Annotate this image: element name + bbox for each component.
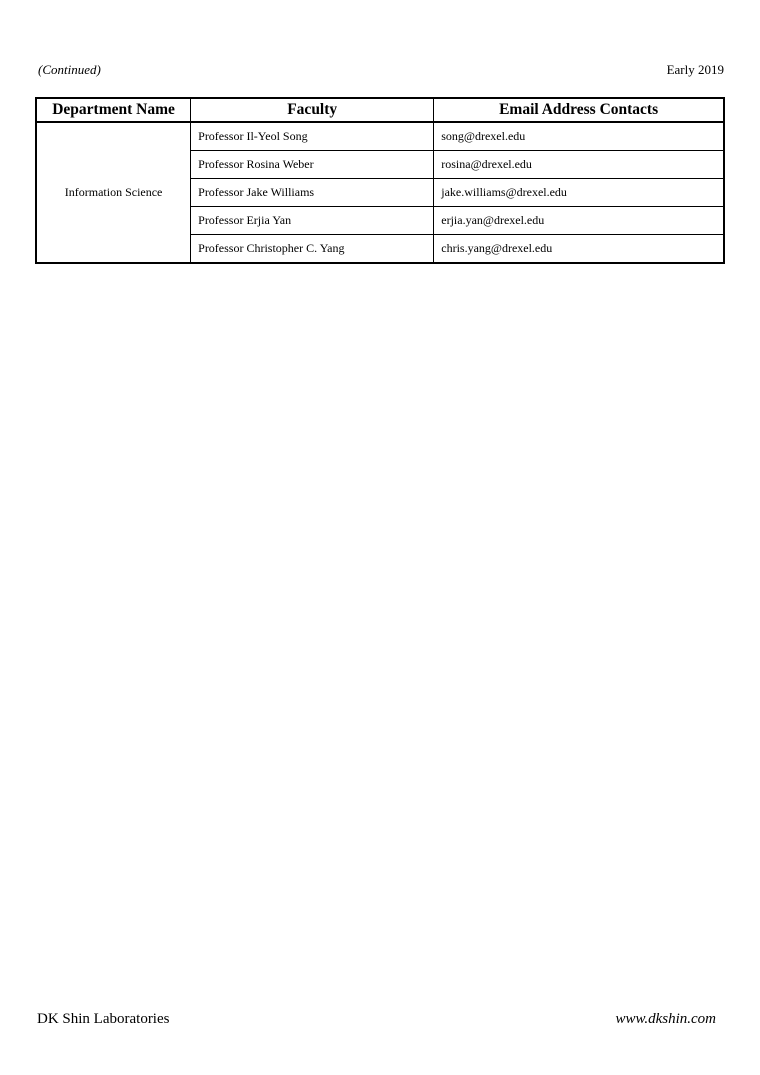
email-cell[interactable]: jake.williams@drexel.edu — [434, 179, 724, 207]
footer-publisher: DK Shin Laboratories — [37, 1011, 170, 1027]
continued-label: (Continued) — [38, 62, 101, 77]
column-header-department: Department Name — [36, 98, 191, 122]
email-cell[interactable]: erjia.yan@drexel.edu — [434, 207, 724, 235]
department-cell: Information Science — [36, 122, 191, 263]
date-label: Early 2019 — [666, 62, 724, 77]
email-cell[interactable]: rosina@drexel.edu — [434, 151, 724, 179]
table-header-row — [36, 98, 724, 122]
footer-website-link[interactable]: www.dkshin.com — [615, 1011, 716, 1027]
faculty-cell: Professor Erjia Yan — [191, 207, 434, 235]
faculty-table — [35, 97, 725, 264]
table-row — [36, 122, 724, 151]
faculty-cell: Professor Rosina Weber — [191, 151, 434, 179]
email-cell[interactable]: song@drexel.edu — [434, 122, 724, 151]
faculty-cell: Professor Il-Yeol Song — [191, 122, 434, 151]
email-cell[interactable]: chris.yang@drexel.edu — [434, 235, 724, 264]
faculty-cell: Professor Jake Williams — [191, 179, 434, 207]
faculty-cell: Professor Christopher C. Yang — [191, 235, 434, 264]
column-header-faculty: Faculty — [191, 98, 434, 122]
column-header-email: Email Address Contacts — [434, 98, 724, 122]
